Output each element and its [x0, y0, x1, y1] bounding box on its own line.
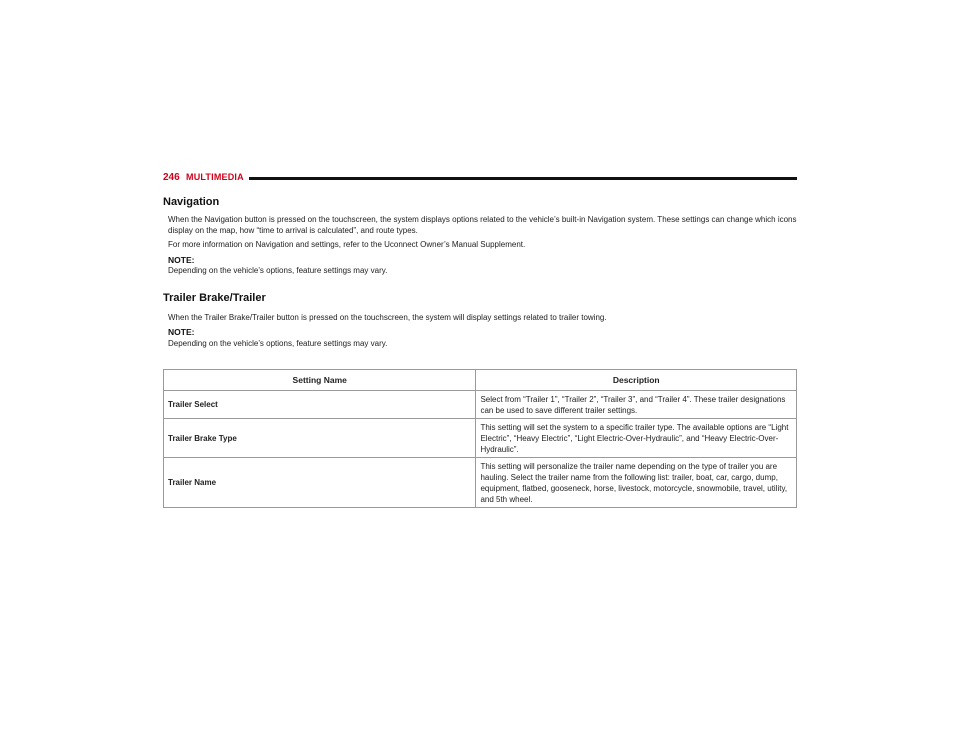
- table-header-row: [164, 370, 797, 391]
- trailer-paragraph-1: When the Trailer Brake/Trailer button is pressed on the touchscreen, the system will display settings related to trailer towing.: [168, 313, 607, 322]
- trailer-heading: Trailer Brake/Trailer: [163, 292, 266, 304]
- column-header-setting-name: Setting Name: [164, 370, 476, 391]
- header-rule: [249, 177, 797, 180]
- table-row: [164, 391, 797, 419]
- trailer-note-label: NOTE:: [168, 327, 195, 337]
- navigation-heading: Navigation: [163, 196, 220, 208]
- navigation-note-text: Depending on the vehicle’s options, feature settings may vary.: [168, 266, 388, 275]
- navigation-paragraph-1: When the Navigation button is pressed on the touchscreen, the system displays options related to the vehicle’s built-in Navigation system. These settings can change which icons display on the map, how “time to arrival is calculated”, and route types.: [168, 215, 797, 235]
- setting-description-cell: This setting will set the system to a specific trailer type. The available options are “Light Electric”, “Heavy Electric”, “Light Electric-Over-Hydraulic”, and “Heavy Electric-Over-Hydraulic”.: [476, 419, 797, 458]
- navigation-paragraph-2: For more information on Navigation and settings, refer to the Uconnect Owner’s Manual Supplement.: [168, 240, 526, 249]
- page-number: 246: [163, 172, 180, 183]
- setting-description-cell: This setting will personalize the trailer name depending on the type of trailer you are hauling. Select the trailer name from the following list: trailer, boat, car, cargo, dump, equipment, flatbed, gooseneck, horse, livestock, motorcycle, snowmobile, travel, utility, and 5th wheel.: [476, 458, 797, 508]
- setting-name-cell: Trailer Name: [164, 458, 476, 508]
- table-row: [164, 458, 797, 508]
- setting-name-cell: Trailer Select: [164, 391, 476, 419]
- page-header: [163, 172, 797, 186]
- setting-name-cell: Trailer Brake Type: [164, 419, 476, 458]
- trailer-note-text: Depending on the vehicle’s options, feature settings may vary.: [168, 339, 388, 348]
- navigation-note-label: NOTE:: [168, 255, 195, 265]
- table-row: [164, 419, 797, 458]
- section-name: MULTIMEDIA: [186, 172, 244, 182]
- setting-description-cell: Select from “Trailer 1”, “Trailer 2”, “Trailer 3”, and “Trailer 4”. These trailer designations can be used to save different trailer settings.: [476, 391, 797, 419]
- column-header-description: Description: [476, 370, 797, 391]
- trailer-settings-table: [163, 369, 797, 508]
